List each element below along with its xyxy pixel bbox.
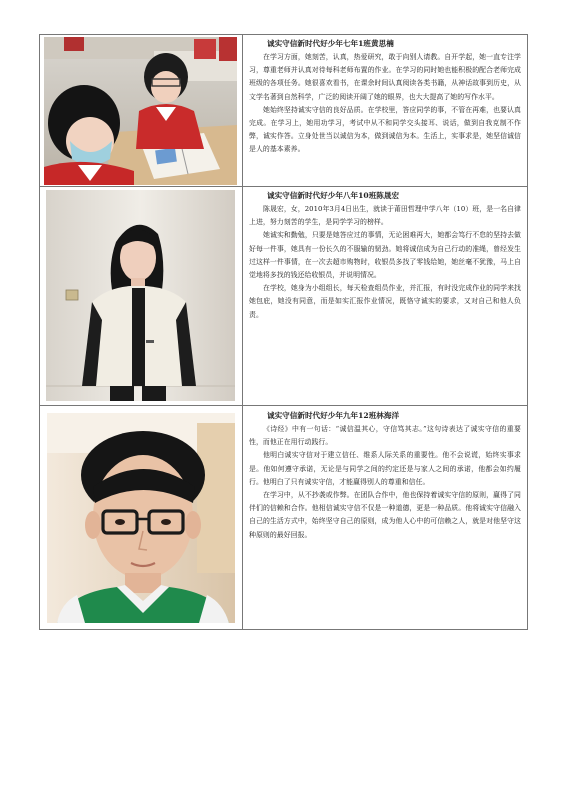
record-text-cell: [243, 35, 528, 187]
record-paragraph: 她始终坚持诚实守信的良好品质。在学校里，答应同学的事，不管在再难，也要认真完成。在学习上，她用功学习，考试中从不和同学交头接耳、说话，做到自我克制不作弊，诚实作答。立身处世当以诚信为本，做到诚信为本。生活上，实事求是，她坚信诚信是人的基本素养。: [249, 105, 521, 154]
record-paragraph: 陈晟宏，女，2010年3月4日出生，就读于莆田哲理中学八年（10）班，是一名自律上进，努力刻苦的学生，是同学学习的榜样。: [249, 205, 521, 227]
student-portrait-illustration: [47, 413, 235, 623]
record-text-cell: [243, 406, 528, 630]
record-paragraph: 在学校，她身为小组组长，每天检查组员作业，并汇报，有时没完成作业的同学来找她包庇，她没有同意，而是如实汇报作业情况，既恪守诚实的要求，又对自己和他人负责。: [249, 284, 521, 319]
record-text-cell: [243, 187, 528, 406]
record-row-3: [40, 406, 528, 630]
record-photo-cell: [40, 35, 243, 187]
record-title: 诚实守信新时代好少年八年10班陈晟宏: [267, 191, 400, 200]
record-paragraph: 在学习中，从不抄袭或作弊。在团队合作中，他也保持着诚实守信的原则，赢得了同伴们的信赖和合作。他相信诚实守信不仅是一种道德，更是一种品质。他将诚实守信融入自己的生活方式中，始终坚守自己的原则，成为他人心中的可信赖之人，就是对他坚守这种原则的最好回报。: [249, 491, 521, 539]
record-photo-cell: [40, 187, 243, 406]
record-photo-cell: [40, 406, 243, 630]
student-portrait-photo: [47, 413, 235, 623]
student-portrait-illustration: [46, 190, 235, 401]
student-records-table: [39, 34, 528, 630]
record-paragraph: 他明白诚实守信对于建立信任、维系人际关系的重要性。他不会说谎，始终实事求是。他如何遵守承诺，无论是与同学之间的约定还是与家人之间的承诺，他都会如约履行。他明白了只有诚实守信，才能赢得别人的尊重和信任。: [249, 451, 521, 486]
record-row-1: [40, 35, 528, 187]
record-paragraph: 在学习方面，她刻苦，认真，热爱研究，敢于向别人请教。自开学起，她一直专注学习，尊重老师并认真对待每科老师布置的作业。在学习的同时她也能积极的配合老师完成班级的各项任务。她很喜欢看书，在课余时间认真阅读各类书籍，从神话故事到历史，从文学名著到自然科学，广泛的阅读开阔了她的眼界，也大大提高了她的写作水平。: [249, 53, 521, 101]
student-portrait-photo: [46, 190, 235, 401]
classroom-reading-photo: [44, 37, 237, 185]
record-row-2: [40, 187, 528, 406]
record-title: 诚实守信新时代好少年七年1班黄思楠: [267, 39, 394, 48]
record-paragraph: 《诗经》中有一句话：“诚信温其心，守信笃其志。”这句诗表达了诚实守信的重要性，而他正在用行动践行。: [249, 425, 521, 447]
record-paragraph: 她诚实和勤勉，只要是她答应过的事情，无论困难再大，她都会笃行不怠的坚持去做好每一件事，她具有一份长久的不服输的韧劲。她将诚信成为自己行动的准绳，曾经发生过这样一件事情，在一次去超市购物时，收银员多找了零钱给她，她丝毫不犹豫，马上自觉地将多找的钱还给收银员，并说明情况。: [249, 231, 521, 280]
classroom-reading-photo-illustration: [44, 37, 237, 185]
record-title: 诚实守信新时代好少年九年12班林海洋: [267, 411, 400, 420]
